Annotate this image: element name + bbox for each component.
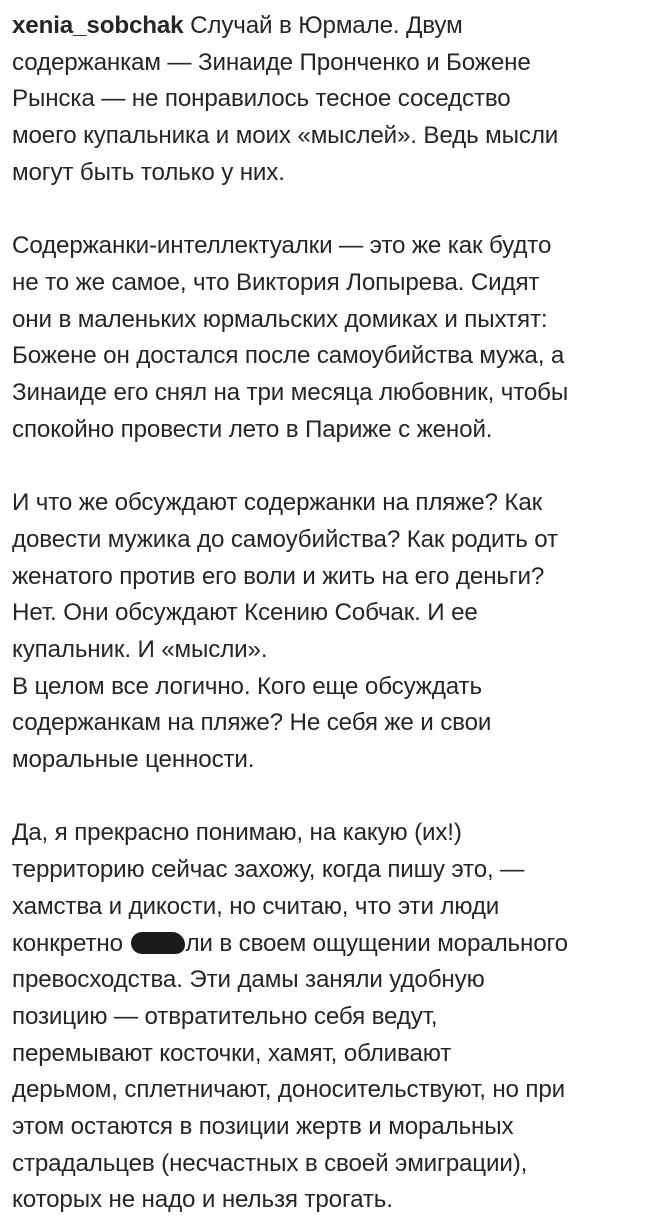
caption-line: И что же обсуждают содержанки на пляже? Как — [12, 489, 543, 517]
caption-line: довести мужика до самоубийства? Как родить от — [12, 525, 558, 553]
caption-paragraph-4 — [12, 815, 662, 1219]
caption-text: конкретно — [12, 929, 130, 957]
paragraph-gap — [12, 448, 662, 485]
caption-line: могут быть только у них. — [12, 158, 285, 186]
caption-text: ли в своем ощущении морального — [185, 929, 568, 957]
caption-line — [12, 8, 662, 45]
caption-paragraph-1 — [12, 8, 662, 192]
post-caption — [12, 8, 662, 1219]
caption-line — [12, 926, 662, 963]
caption-line: В целом все логично. Кого еще обсуждать — [12, 672, 482, 700]
caption-line: перемывают косточки, хамят, обливают — [12, 1039, 452, 1067]
caption-line: не то же самое, что Виктория Лопырева. Сидят — [12, 268, 540, 296]
caption-line: содержанкам — Зинаиде Пронченко и Божене — [12, 48, 531, 76]
caption-line: Рынска — не понравилось тесное соседство — [12, 85, 511, 113]
paragraph-gap — [12, 779, 662, 816]
caption-paragraph-2 — [12, 228, 662, 448]
caption-line: страдальцев (несчастных в своей эмиграции), — [12, 1149, 528, 1177]
caption-line: Содержанки-интеллектуалки — это же как будто — [12, 232, 552, 260]
caption-paragraph-3 — [12, 485, 662, 779]
caption-line: дерьмом, сплетничают, доносительствуют, но при — [12, 1076, 566, 1104]
caption-line: моральные ценности. — [12, 746, 255, 774]
caption-line: Зинаиде его снял на три месяца любовник, чтобы — [12, 379, 569, 407]
caption-line: моего купальника и моих «мыслей». Ведь мысли — [12, 122, 559, 150]
caption-line: купальник. И «мысли». — [12, 635, 268, 663]
caption-line: Нет. Они обсуждают Ксению Собчак. И ее — [12, 599, 478, 627]
username-link[interactable]: xenia_sobchak — [12, 12, 184, 39]
caption-line: позицию — отвратительно себя ведут, — [12, 1002, 438, 1030]
caption-line: которых не надо и нельзя трогать. — [12, 1186, 393, 1214]
caption-text: Случай в Юрмале. Двум — [190, 12, 463, 39]
redaction-mark — [131, 932, 185, 954]
caption-line: Да, я прекрасно понимаю, на какую (их!) — [12, 819, 462, 847]
caption-line: превосходства. Эти дамы заняли удобную — [12, 966, 485, 994]
caption-line: хамства и дикости, но считаю, что эти люди — [12, 892, 500, 920]
caption-line: этом остаются в позиции жертв и моральных — [12, 1113, 514, 1141]
caption-line: спокойно провести лето в Париже с женой. — [12, 415, 493, 443]
caption-line: содержанкам на пляже? Не себя же и свои — [12, 709, 492, 737]
caption-line: территорию сейчас захожу, когда пишу это, — — [12, 856, 525, 884]
paragraph-gap — [12, 192, 662, 229]
caption-line: женатого против его воли и жить на его деньги? — [12, 562, 545, 590]
caption-line: Божене он достался после самоубийства мужа, а — [12, 342, 565, 370]
caption-line: они в маленьких юрмальских домиках и пыхтят: — [12, 305, 548, 333]
